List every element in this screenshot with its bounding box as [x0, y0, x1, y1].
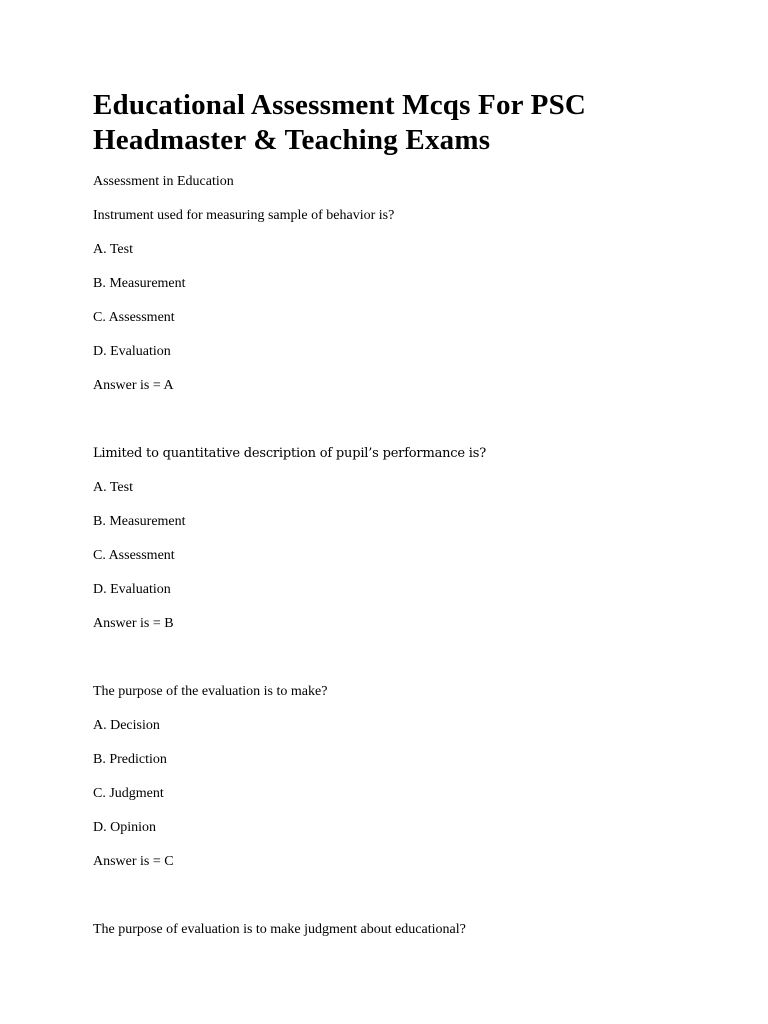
option-c: C. Assessment: [93, 310, 175, 325]
option-a: A. Test: [93, 242, 133, 257]
option-a: A. Decision: [93, 718, 160, 733]
option-b: B. Measurement: [93, 276, 186, 291]
document-subtitle: Assessment in Education: [93, 174, 234, 189]
question-block: [93, 207, 733, 395]
document-title: Educational Assessment Mcqs For PSC Headmaster & Teaching Exams: [93, 89, 587, 156]
question-text: Instrument used for measuring sample of behavior is?: [93, 208, 395, 223]
option-d: D. Opinion: [93, 820, 156, 835]
question-block: [93, 683, 733, 871]
option-d: D. Evaluation: [93, 582, 171, 597]
document-page: [93, 88, 733, 955]
answer-text: Answer is = C: [93, 854, 174, 869]
option-a: A. Test: [93, 480, 133, 495]
option-c: C. Judgment: [93, 786, 164, 801]
question-text: The purpose of the evaluation is to make?: [93, 684, 328, 699]
question-block: [93, 445, 733, 633]
question-text: Limited to quantitative description of pupil’s performance is?: [93, 446, 487, 461]
question-text: The purpose of evaluation is to make judgment about educational?: [93, 922, 466, 937]
option-b: B. Measurement: [93, 514, 186, 529]
option-d: D. Evaluation: [93, 344, 171, 359]
answer-text: Answer is = B: [93, 616, 174, 631]
option-b: B. Prediction: [93, 752, 167, 767]
question-block: [93, 921, 733, 939]
answer-text: Answer is = A: [93, 378, 174, 393]
option-c: C. Assessment: [93, 548, 175, 563]
